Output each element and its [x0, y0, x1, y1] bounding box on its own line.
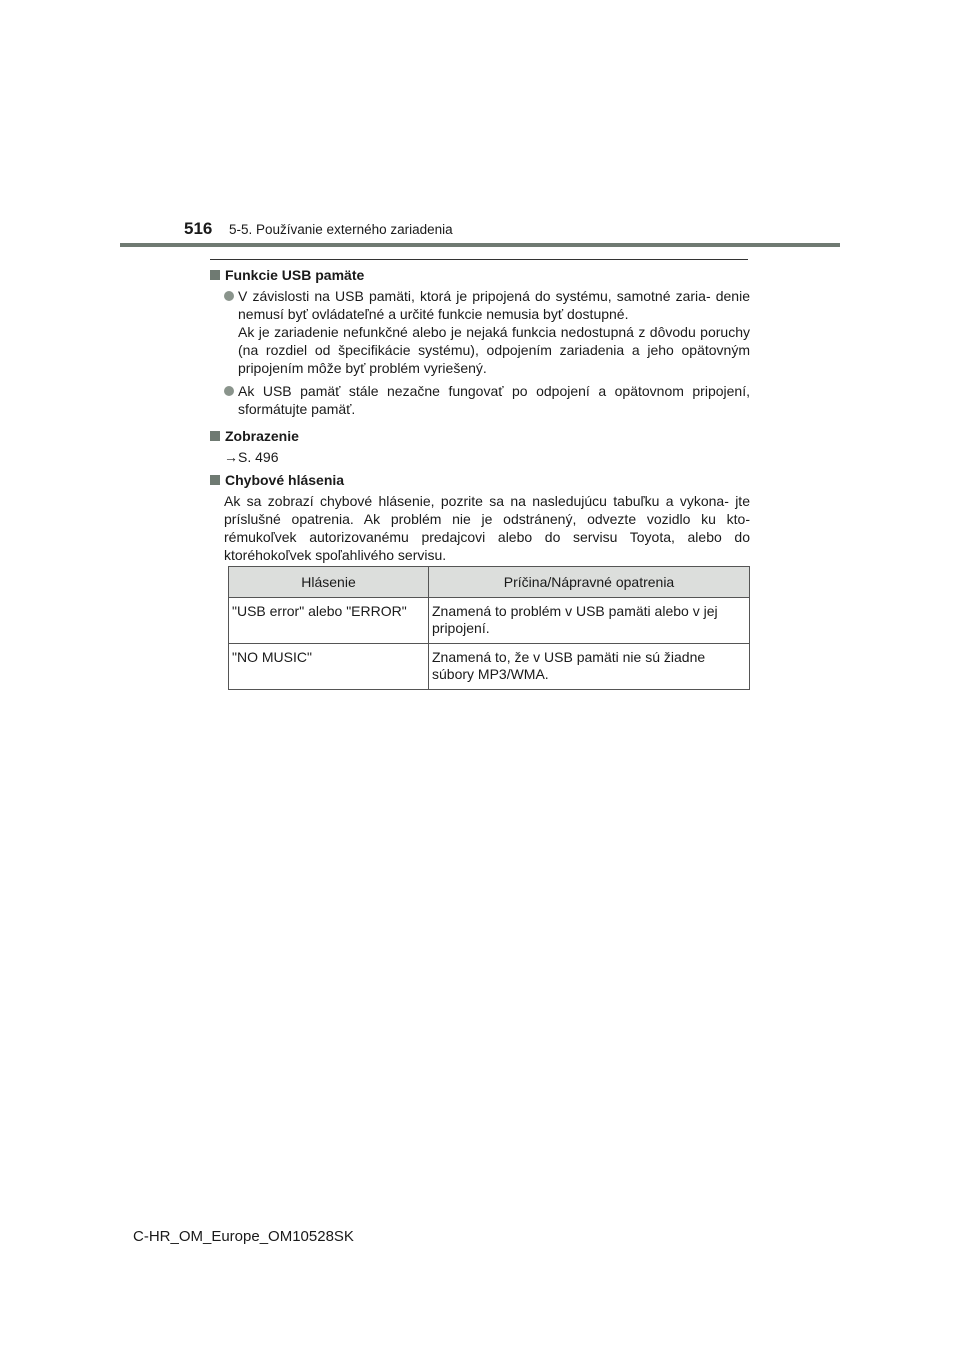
table-cell-message: "NO MUSIC": [229, 644, 429, 690]
content: [210, 266, 750, 569]
square-bullet-icon: [210, 475, 220, 485]
header-rule: [120, 243, 840, 247]
table-header-message: Hlásenie: [229, 567, 429, 598]
square-bullet-icon: [210, 270, 220, 280]
heading-errors-text: Chybové hlásenia: [225, 472, 345, 488]
page-number: 516: [184, 219, 213, 238]
heading-usb: [210, 266, 750, 284]
usb-bullet-2: [210, 382, 750, 418]
usb-bullet-2-text: Ak USB pamäť stále nezačne fungovať po odpojení a opätovnom pripojení, sformátujte pamäť.: [238, 383, 750, 417]
table-row: [229, 598, 750, 644]
table-header-row: [229, 567, 750, 598]
table-cell-cause: Znamená to problém v USB pamäti alebo v jej pripojení.: [429, 598, 750, 644]
heading-display: [210, 427, 750, 445]
usb-bullet-1-cont: Ak je zariadenie nefunkčné alebo je nejaká funkcia nedostupná z dôvodu poruchy (na rozdiel od špecifikácie systému), odpojením zariadenia a jeho opätovným pripojením môže byť problém vyriešený.: [238, 324, 750, 376]
section-rule: [210, 259, 748, 260]
square-bullet-icon: [210, 431, 220, 441]
footer-document-code: C-HR_OM_Europe_OM10528SK: [133, 1228, 354, 1245]
table-cell-cause: Znamená to, že v USB pamäti nie sú žiadne súbory MP3/WMA.: [429, 644, 750, 690]
heading-errors: [210, 471, 750, 489]
display-reference-link[interactable]: →S. 496: [224, 449, 279, 465]
table-header-cause: Príčina/Nápravné opatrenia: [429, 567, 750, 598]
errors-paragraph: Ak sa zobrazí chybové hlásenie, pozrite sa na nasledujúcu tabuľku a vykona- jte príslušné opatrenia. Ak problém nie je odstránený, odvezte vozidlo ku kto- rémukoľvek autorizovanému predajcovi alebo do servisu Toyota, alebo do ktoréhokoľvek spoľahlivého servisu.: [224, 493, 750, 563]
table-cell-message: "USB error" alebo "ERROR": [229, 598, 429, 644]
round-bullet-icon: [224, 386, 234, 396]
usb-bullet-1-text: V závislosti na USB pamäti, ktorá je pripojená do systému, samotné zaria- denie nemusí byť ovládateľné a určité funkcie nemusia byť dostupné.: [238, 288, 750, 322]
table-row: [229, 644, 750, 690]
heading-usb-text: Funkcie USB pamäte: [225, 267, 365, 283]
heading-display-text: Zobrazenie: [225, 428, 299, 444]
chapter-title: 5-5. Používanie externého zariadenia: [229, 222, 453, 237]
round-bullet-icon: [224, 291, 234, 301]
usb-bullet-1: [210, 287, 750, 377]
error-message-table: [228, 566, 750, 690]
